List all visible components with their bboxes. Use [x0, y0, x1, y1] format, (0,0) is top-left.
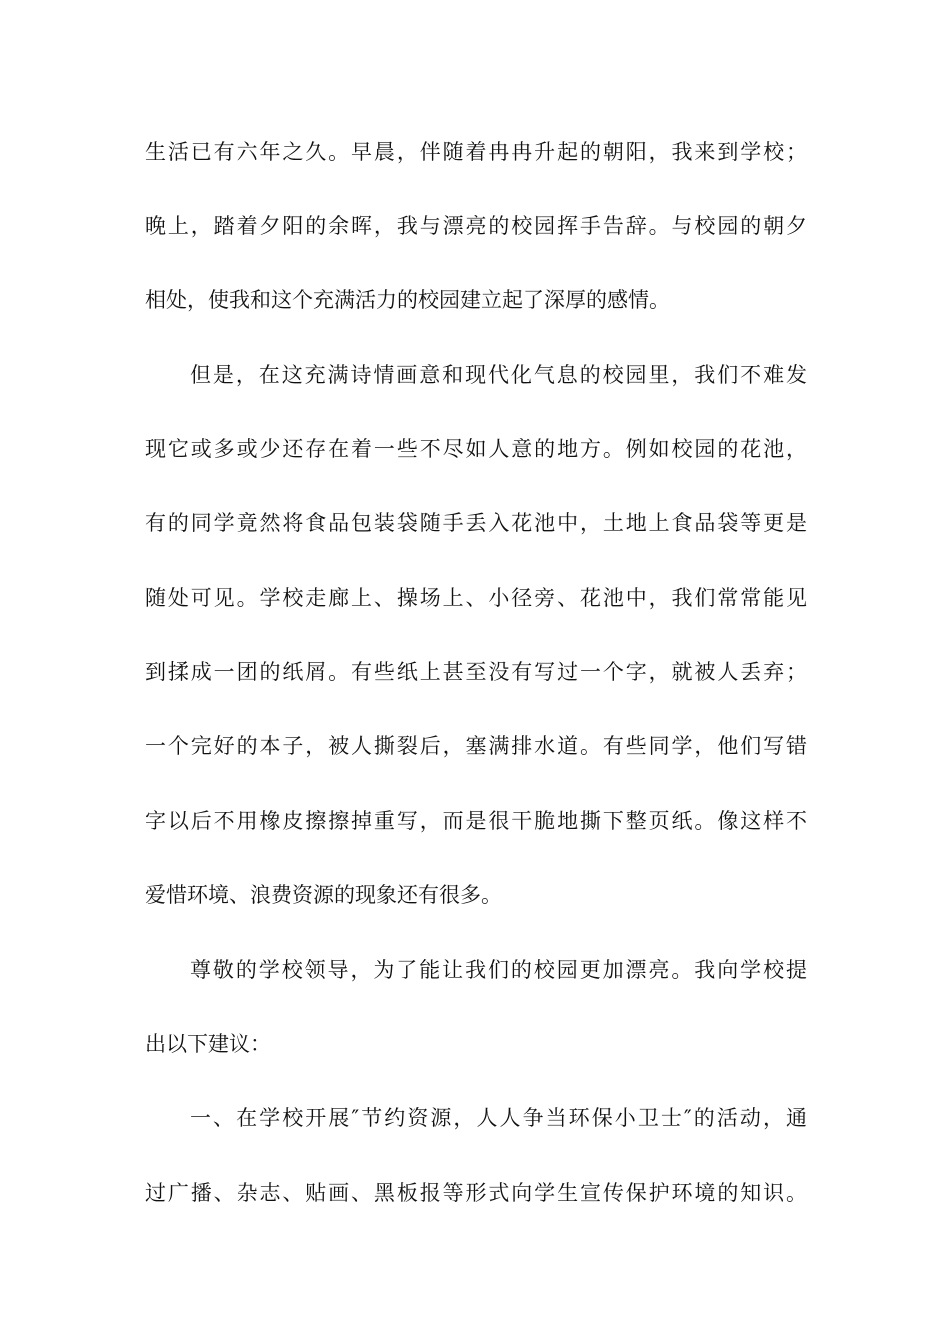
text-line: 有的同学竟然将食品包装袋随手丢入花池中，土地上食品袋等更是	[145, 511, 807, 535]
text-line: 出以下建议：	[145, 1032, 271, 1056]
text-line: 一个完好的本子，被人撕裂后，塞满排水道。有些同学，他们写错	[145, 734, 807, 758]
text-line: 现它或多或少还存在着一些不尽如人意的地方。例如校园的花池，	[145, 437, 807, 461]
text-line: 相处，使我和这个充满活力的校园建立起了深厚的感情。	[145, 288, 670, 312]
text-line: 随处可见。学校走廊上、操场上、小径旁、花池中，我们常常能见	[145, 586, 807, 610]
text-line: 过广播、杂志、贴画、黑板报等形式向学生宣传保护环境的知识。	[145, 1181, 807, 1205]
text-line: 晚上，踏着夕阳的余晖，我与漂亮的校园挥手告辞。与校园的朝夕	[145, 214, 807, 238]
paragraph-first-line: 一、在学校开展″节约资源，人人争当环保小卫士″的活动，通	[190, 1106, 807, 1130]
paragraph-first-line: 尊敬的学校领导，为了能让我们的校园更加漂亮。我向学校提	[190, 958, 807, 982]
text-line: 字以后不用橡皮擦擦掉重写，而是很干脆地撕下整页纸。像这样不	[145, 809, 807, 833]
text-line: 生活已有六年之久。早晨，伴随着冉冉升起的朝阳，我来到学校；	[145, 140, 807, 164]
text-line: 爱惜环境、浪费资源的现象还有很多。	[145, 883, 502, 907]
text-line: 到揉成一团的纸屑。有些纸上甚至没有写过一个字，就被人丢弃；	[145, 660, 807, 684]
paragraph-first-line: 但是，在这充满诗情画意和现代化气息的校园里，我们不难发	[190, 363, 807, 387]
